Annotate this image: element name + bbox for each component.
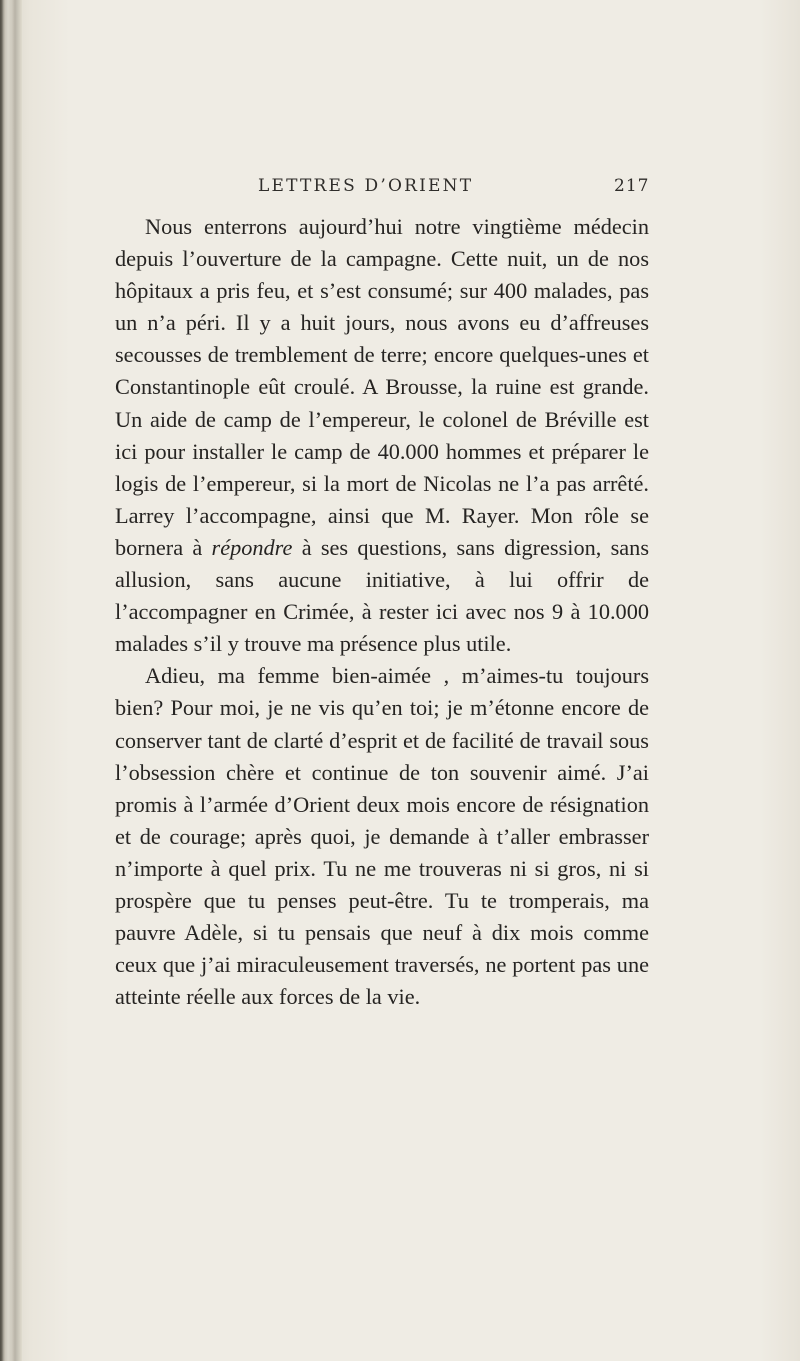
page-binding-edge bbox=[0, 0, 22, 1361]
page-number: 217 bbox=[614, 176, 650, 196]
paragraph-1 bbox=[115, 211, 649, 660]
paragraph-1-text-before: Nous enterrons aujourd’hui notre vingtième médecin depuis l’ouverture de la campagne. Cette nuit, un de nos hôpitaux a pris feu, et s’est consumé; sur 400 malades, pas un n’a péri. Il y a huit jours, nous avons eu d’affreuses secousses de tremblement de terre; encore quelques-unes et Constantinople eût croulé. A Brousse, la ruine est grande. Un aide de camp de l’empereur, le colonel de Bréville est ici pour installer le camp de 40.000 hommes et préparer le logis de l’empereur, si la mort de Nicolas ne l’a pas arrêté. Larrey l’accompagne, ainsi que M. Rayer. Mon rôle se bornera à bbox=[115, 214, 649, 560]
paragraph-1-text-after: à ses questions, sans digression, sans allusion, sans aucune initiative, à lui offrir de l’accompagner en Crimée, à rester ici avec nos 9 à 10.000 malades s’il y trouve ma présence plus utile. bbox=[115, 534, 649, 657]
paragraph-2: Adieu, ma femme bien-aimée , m’aimes-tu toujours bien? Pour moi, je ne vis qu’en toi; je m’étonne encore de conserver tant de clarté d’esprit et de facilité de travail sous l’obsession chère et continue de ton souvenir aimé. J’ai promis à l’armée d’Orient deux mois encore de résignation et de courage; après quoi, je demande à t’aller embrasser n’importe à quel prix. Tu ne me trouveras ni si gros, ni si prospère que tu penses peut-être. Tu te tromperais, ma pauvre Adèle, si tu pensais que neuf à dix mois comme ceux que j’ai miraculeusement traversés, ne portent pas une atteinte réelle aux forces de la vie. bbox=[115, 663, 649, 1010]
body-text bbox=[115, 211, 649, 1013]
running-title: LETTRES D’ORIENT bbox=[258, 176, 474, 196]
paragraph-1-italic-word: répondre bbox=[211, 534, 293, 560]
page-header bbox=[258, 176, 658, 198]
